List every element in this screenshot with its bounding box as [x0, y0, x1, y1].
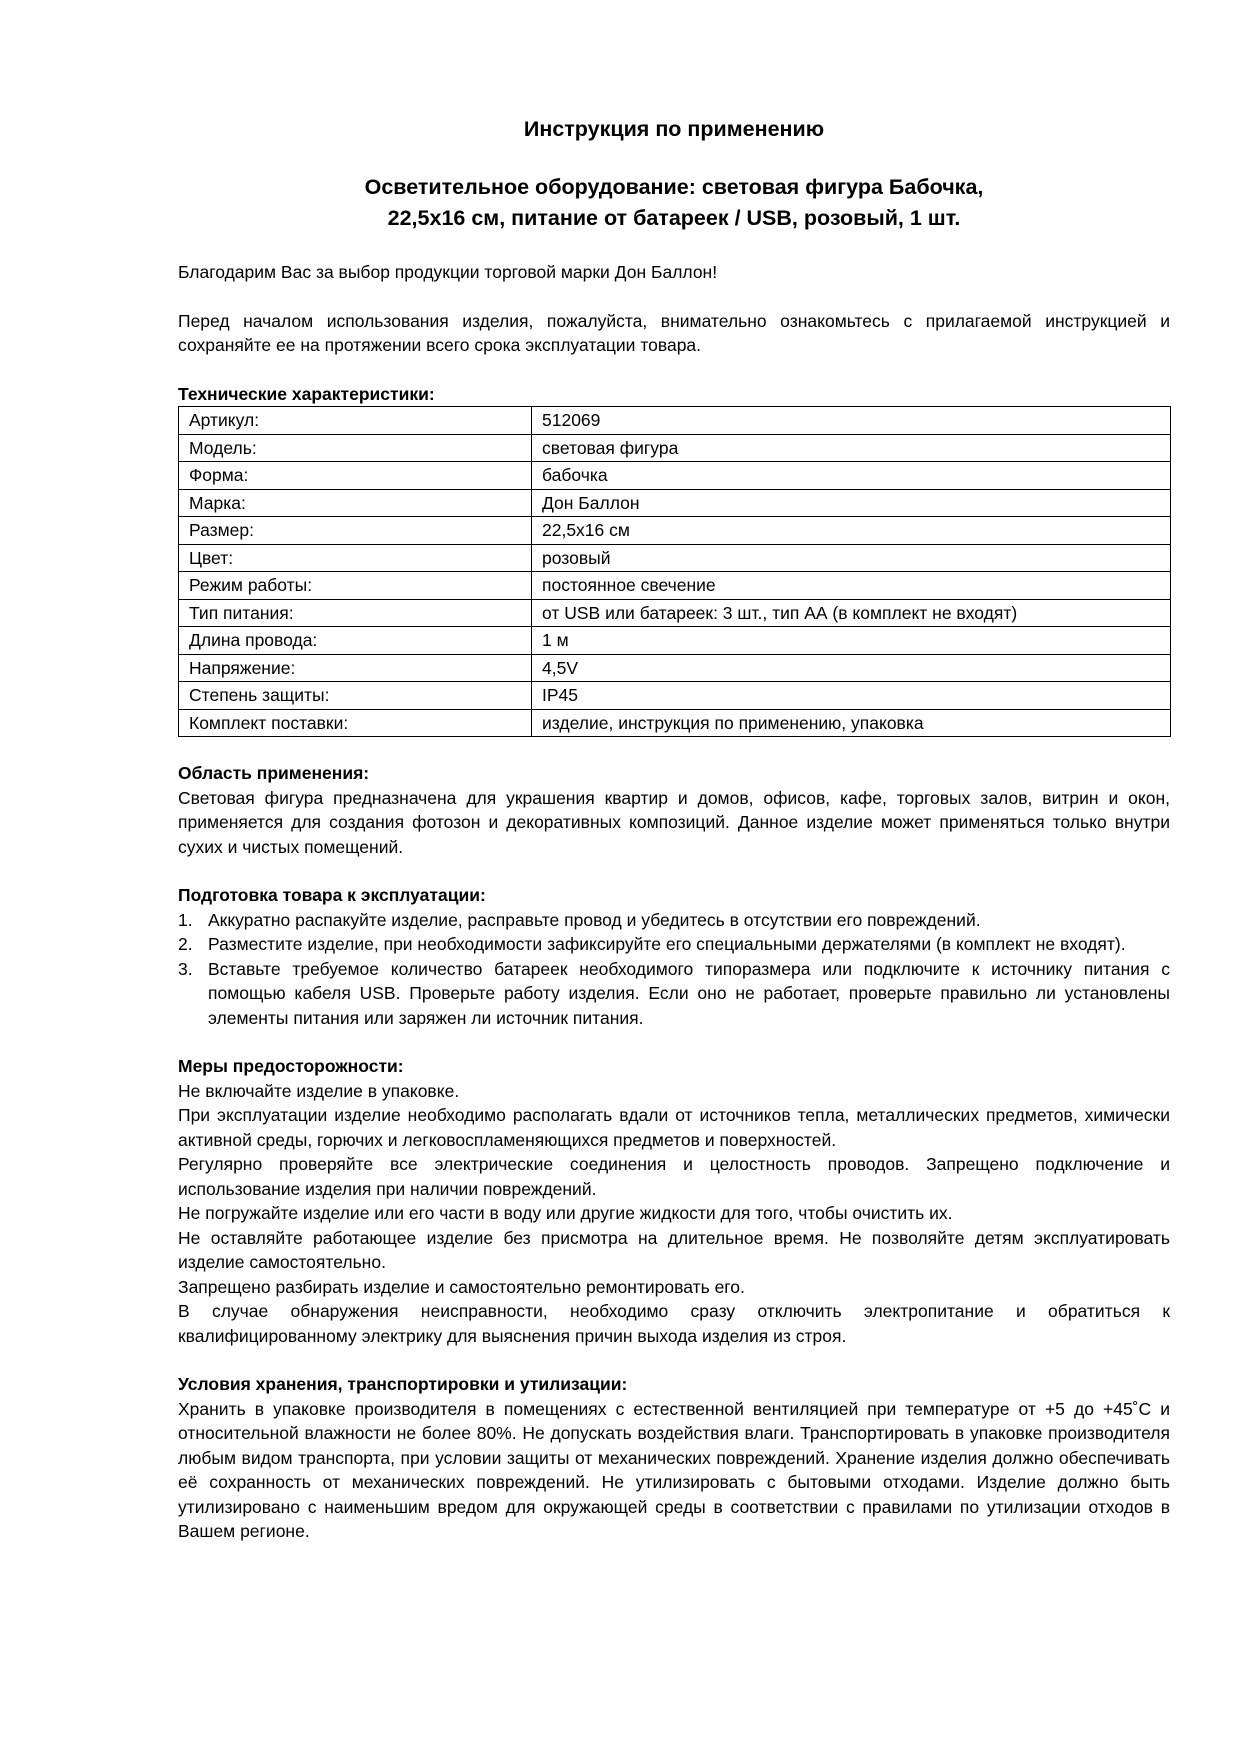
application-heading: Область применения: — [178, 763, 370, 783]
precaution-paragraph: При эксплуатации изделие необходимо располагать вдали от источников тепла, металлических предметов, химически активной среды, горючих и легковоспламеняющихся предметов и поверхностей. — [178, 1105, 1170, 1150]
storage-section — [178, 1372, 1170, 1544]
document-page — [178, 116, 1170, 1544]
storage-heading: Условия хранения, транспортировки и утилизации: — [178, 1374, 628, 1394]
specs-section — [178, 382, 1170, 738]
list-number: 3. — [178, 958, 193, 979]
spec-key: Модель: — [179, 434, 532, 462]
application-text: Световая фигура предназначена для украшения квартир и домов, офисов, кафе, торговых залов, витрин и окон, применяется для создания фотозон и декоративных композиций. Данное изделие может применяться только внутри сухих и чистых помещений. — [178, 787, 1170, 857]
list-item — [178, 932, 1170, 957]
table-row — [179, 709, 1171, 737]
spec-key: Марка: — [179, 489, 532, 517]
spec-value: изделие, инструкция по применению, упаковка — [532, 709, 1171, 737]
precautions-section — [178, 1054, 1170, 1348]
precaution-paragraph: Не включайте изделие в упаковке. — [178, 1080, 460, 1101]
spec-key: Напряжение: — [179, 654, 532, 682]
list-number: 2. — [178, 934, 193, 954]
precautions-heading: Меры предосторожности: — [178, 1056, 404, 1076]
table-row — [179, 599, 1171, 627]
spec-key: Комплект поставки: — [179, 709, 532, 737]
spec-value: Дон Баллон — [532, 489, 1171, 517]
spec-key: Тип питания: — [179, 599, 532, 627]
precaution-paragraph: Запрещено разбирать изделие и самостоятельно ремонтировать его. — [178, 1276, 745, 1297]
spec-value: 512069 — [532, 407, 1171, 435]
spec-value: световая фигура — [532, 434, 1171, 462]
intro-text: Перед началом использования изделия, пожалуйста, внимательно ознакомьтесь с прилагаемой инструкцией и сохраняйте ее на протяжении всего срока эксплуатации товара. — [178, 310, 1170, 355]
precaution-paragraph: В случае обнаружения неисправности, необходимо сразу отключить электропитание и обратиться к квалифицированному электрику для выяснения причин выхода изделия из строя. — [178, 1301, 1170, 1346]
spec-value: от USB или батареек: 3 шт., тип АА (в комплект не входят) — [532, 599, 1171, 627]
list-item-text: Вставьте требуемое количество батареек необходимого типоразмера или подключите к источнику питания с помощью кабеля USB. Проверьте работу изделия. Если оно не работает, проверьте правильно ли установлены элементы питания или заряжен ли источник питания. — [208, 958, 1170, 1028]
spec-value: 1 м — [532, 627, 1171, 655]
list-item-text: Разместите изделие, при необходимости зафиксируйте его специальными держателями (в комплект не входят). — [208, 934, 1126, 954]
spec-value: IP45 — [532, 682, 1171, 710]
spec-key: Артикул: — [179, 407, 532, 435]
document-title: Инструкция по применению — [523, 117, 825, 141]
specs-heading: Технические характеристики: — [178, 383, 435, 404]
list-item-text: Аккуратно распакуйте изделие, расправьте провод и убедитесь в отсутствии его повреждений. — [208, 909, 981, 930]
specs-table — [178, 406, 1171, 737]
spec-key: Форма: — [179, 462, 532, 490]
table-row — [179, 627, 1171, 655]
product-subtitle — [178, 172, 1170, 234]
spec-value: постоянное свечение — [532, 572, 1171, 600]
table-row — [179, 434, 1171, 462]
spec-key: Длина провода: — [179, 627, 532, 655]
preparation-list — [178, 908, 1170, 1031]
list-item — [178, 957, 1170, 1031]
table-row — [179, 654, 1171, 682]
application-section — [178, 761, 1170, 859]
spec-key: Размер: — [179, 517, 532, 545]
table-row — [179, 544, 1171, 572]
precaution-paragraph: Регулярно проверяйте все электрические соединения и целостность проводов. Запрещено подключение и использование изделия при наличии повреждений. — [178, 1154, 1170, 1199]
precaution-paragraph: Не погружайте изделие или его части в воду или другие жидкости для того, чтобы очистить их. — [178, 1203, 953, 1223]
table-row — [179, 407, 1171, 435]
thanks-text: Благодарим Вас за выбор продукции торговой марки Дон Баллон! — [178, 262, 718, 282]
spec-value: бабочка — [532, 462, 1171, 490]
precaution-paragraph: Не оставляйте работающее изделие без присмотра на длительное время. Не позволяйте детям эксплуатировать изделие самостоятельно. — [178, 1227, 1170, 1272]
spec-key: Режим работы: — [179, 572, 532, 600]
storage-text: Хранить в упаковке производителя в помещениях с естественной вентиляцией при температуре от +5 до +45˚С и относительной влажности не более 80%. Не допускать воздействия влаги. Транспортировать в упаковке производителя любым видом транспорта, при условии защиты от механических повреждений. Хранение изделия должно обеспечивать её сохранность от механических повреждений. Не утилизировать с бытовыми отходами. Изделие должно быть утилизировано с наименьшим вредом для окружающей среды в соответствии с правилами по утилизации отходов в Вашем регионе. — [178, 1398, 1170, 1541]
list-item — [178, 908, 1170, 933]
preparation-heading: Подготовка товара к эксплуатации: — [178, 885, 486, 905]
spec-value: 4,5V — [532, 654, 1171, 682]
subtitle-line: 22,5х16 см, питание от батареек / USB, розовый, 1 шт. — [387, 206, 961, 230]
table-row — [179, 572, 1171, 600]
table-row — [179, 517, 1171, 545]
spec-key: Степень защиты: — [179, 682, 532, 710]
table-row — [179, 462, 1171, 490]
table-row — [179, 489, 1171, 517]
preparation-section — [178, 883, 1170, 1030]
spec-key: Цвет: — [179, 544, 532, 572]
spec-value: розовый — [532, 544, 1171, 572]
subtitle-line: Осветительное оборудование: световая фигура Бабочка, — [364, 175, 984, 199]
spec-value: 22,5х16 см — [532, 517, 1171, 545]
list-number: 1. — [178, 909, 193, 930]
table-row — [179, 682, 1171, 710]
